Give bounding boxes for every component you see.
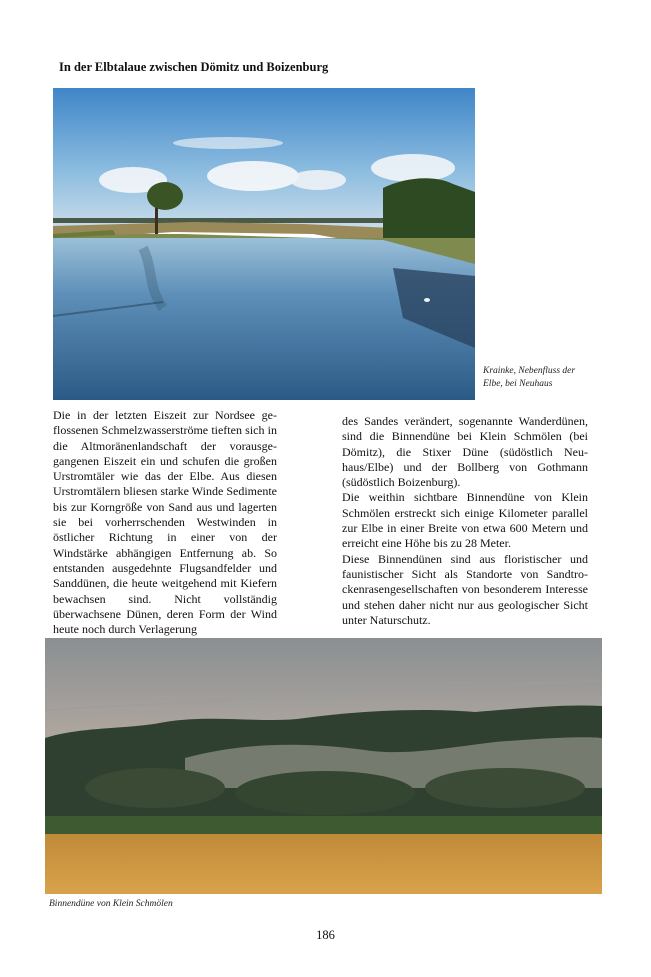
- right-text-column: [342, 414, 588, 628]
- paragraph: des Sandes verändert, sogenannte Wanderdünen, sind die Binnendüne bei Klein Schmölen (bei Dömitz), die Stixer Düne (südöstlich Neuhaus/Elbe) und der Bollberg von Gothmann (südöstlich Boizenburg).: [342, 414, 588, 490]
- river-photo: [53, 88, 475, 400]
- paragraph: Diese Binnendünen sind aus floristischer und faunistischer Sicht als Standorte von Sandtrockenrasengesellschaften von besonderem Interesse und stehen daher nicht nur aus geologischer Sicht unter Naturschutz.: [342, 551, 588, 627]
- paragraph: Die weithin sichtbare Binnendüne von Klein Schmölen erstreckt sich einige Kilometer parallel zur Elbe in einer Breite von etwa 600 Metern und erreicht eine Höhe bis zu 28 Meter.: [342, 490, 588, 551]
- paragraph: Die in der letzten Eiszeit zur Nordsee geflossenen Schmelzwasserströme tieften sich in die Altmoränenlandschaft der vorausgegangenen Eiszeit ein und schufen die großen Urstromtäler wie das der Elbe. Aus diesen Urstromtälern bliesen starke Winde Sedimente bis zur Korngröße von Sand aus und lagerten sie bei vorherrschenden Westwinden in östlicher Richtung in einer von der Windstärke abhängigen Entfernung ab. So entstanden ausgedehnte Flugsandfelder und Sanddünen, die heute weitgehend mit Kiefern bewachsen sind. Nicht vollständig überwachsene Dünen, deren Form der Wind heute noch durch Verlagerung: [53, 408, 277, 637]
- left-text-column: [53, 408, 277, 637]
- dune-photo-caption: Binnendüne von Klein Schmölen: [49, 899, 173, 909]
- dune-photo: [45, 638, 602, 894]
- river-photo-caption: Krainke, Nebenfluss der Elbe, bei Neuhaus: [483, 366, 576, 389]
- page-heading: In der Elbtalaue zwischen Dömitz und Boizenburg: [59, 60, 329, 74]
- page-number: 186: [316, 928, 335, 942]
